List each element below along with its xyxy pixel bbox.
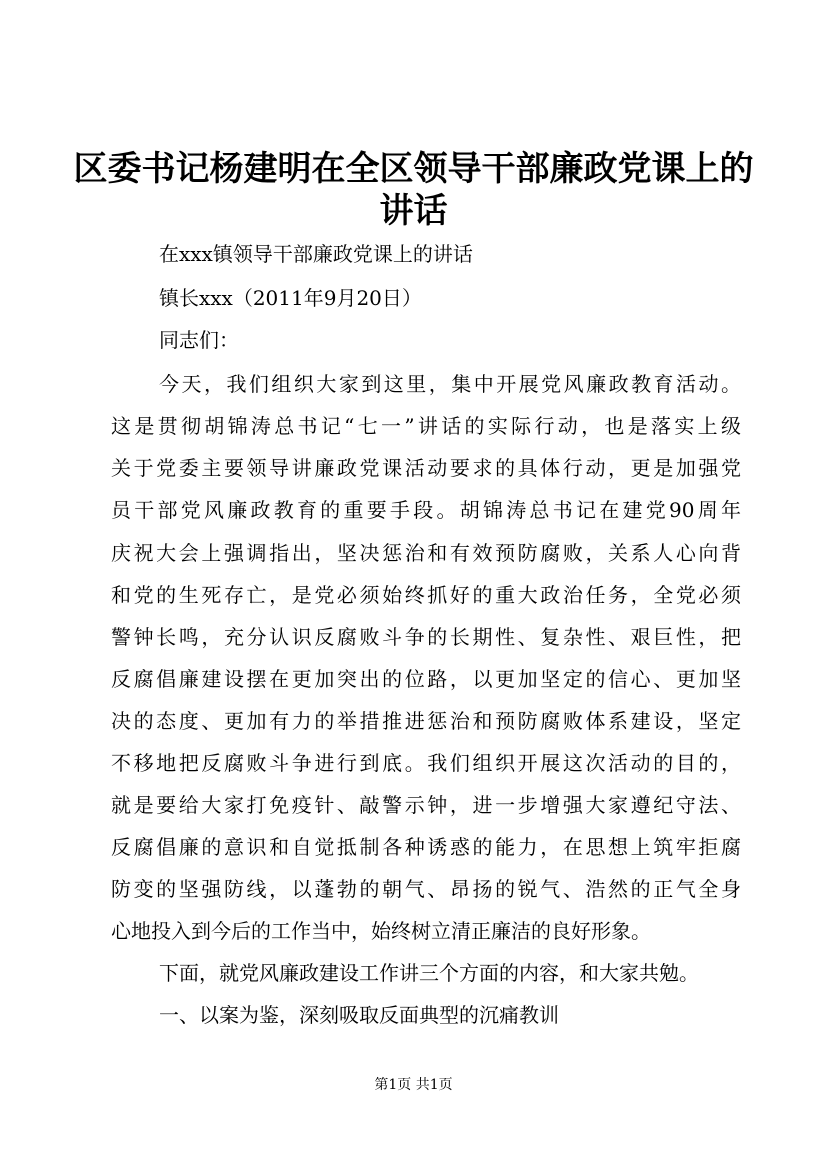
page-footer: 第1页 共1页 <box>374 1077 453 1093</box>
paragraph-2: 下面，就党风廉政建设工作讲三个方面的内容，和大家共勉。 <box>159 961 699 985</box>
paragraph-line: 反腐倡廉建设摆在更加突出的位路，以更加坚定的信心、更加坚 <box>111 667 741 691</box>
paragraph-line: 就是要给大家打免疫针、敲警示钟，进一步增强大家遵纪守法、 <box>111 793 741 817</box>
paragraph-line: 员干部党风廉政教育的重要手段。胡锦涛总书记在建党90周年 <box>111 498 741 522</box>
subtitle: 在xxx镇领导干部廉政党课上的讲话 <box>159 242 473 266</box>
paragraph-line: 警钟长鸣，充分认识反腐败斗争的长期性、复杂性、艰巨性，把 <box>111 625 741 649</box>
document-title-line1: 区委书记杨建明在全区领导干部廉政党课上的 <box>73 149 754 189</box>
paragraph-line: 不移地把反腐败斗争进行到底。我们组织开展这次活动的目的， <box>111 751 741 775</box>
paragraph-line: 决的态度、更加有力的举措推进惩治和预防腐败体系建设，坚定 <box>111 709 741 733</box>
paragraph-line: 心地投入到今后的工作当中，始终树立清正廉洁的良好形象。 <box>111 919 651 943</box>
paragraph-line: 和党的生死存亡，是党必须始终抓好的重大政治任务，全党必须 <box>111 583 741 607</box>
byline: 镇长xxx（2011年9月20日） <box>159 286 422 310</box>
paragraph-line: 关于党委主要领导讲廉政党课活动要求的具体行动，更是加强党 <box>111 456 741 480</box>
paragraph-line: 庆祝大会上强调指出，坚决惩治和有效预防腐败，关系人心向背 <box>111 541 741 565</box>
salutation: 同志们： <box>159 328 239 352</box>
paragraph-line: 防变的坚强防线，以蓬勃的朝气、昂扬的锐气、浩然的正气全身 <box>111 877 741 901</box>
document-title-line2: 讲话 <box>379 191 448 231</box>
paragraph-line: 反腐倡廉的意识和自觉抵制各种诱惑的能力，在思想上筑牢拒腐 <box>111 835 741 859</box>
paragraph-line: 今天，我们组织大家到这里，集中开展党风廉政教育活动。 <box>159 372 741 396</box>
paragraph-line: 这是贯彻胡锦涛总书记“七一”讲话的实际行动，也是落实上级 <box>111 414 741 438</box>
section-heading-1: 一、以案为鉴，深刻吸取反面典型的沉痛教训 <box>159 1003 559 1027</box>
